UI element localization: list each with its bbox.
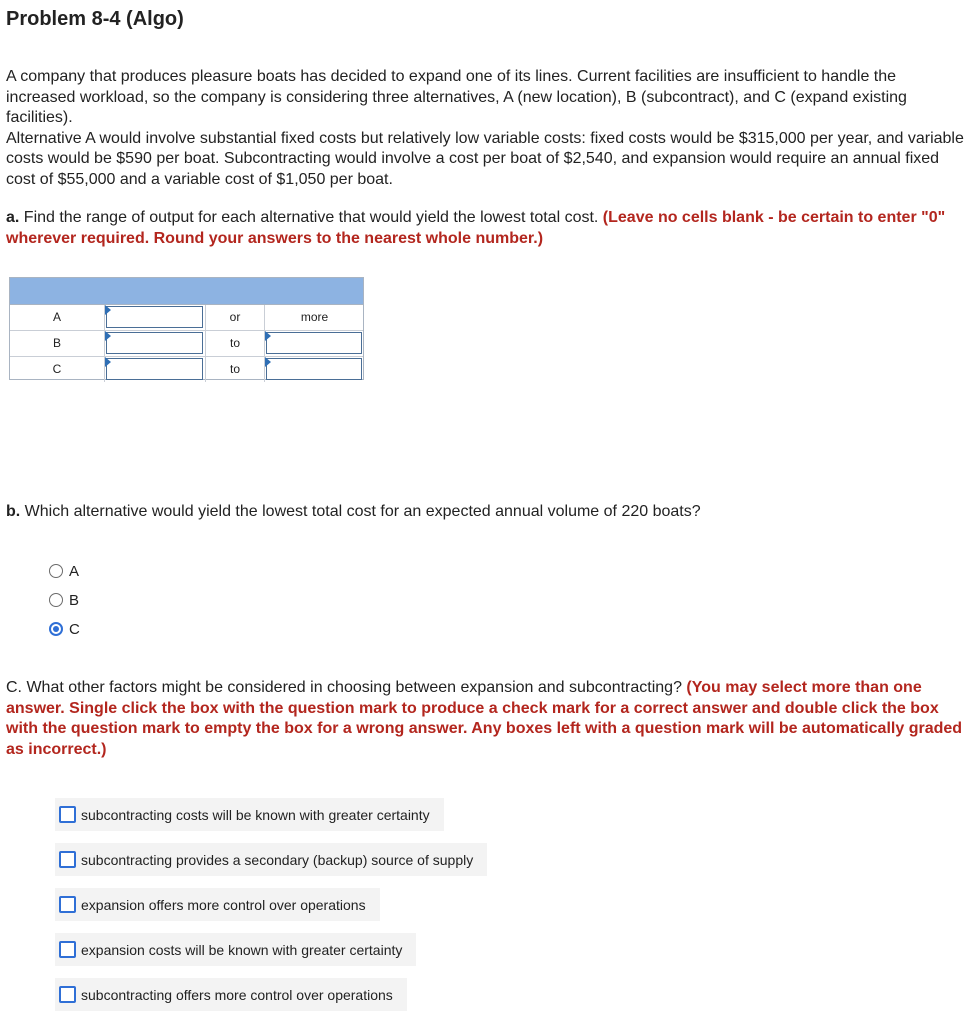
c-range-end-input[interactable]: [266, 358, 362, 380]
b-range-end-input[interactable]: [266, 332, 362, 354]
question-a-instruction: (Leave no cells blank - be certain to enter "0" wherever required. Round your answers to the nearest whole number.): [6, 209, 946, 247]
intro-paragraph-1: A company that produces pleasure boats has decided to expand one of its lines. Current facilities are insufficient to handle the increased workload, so the company is considering three alternatives, A (new location), B (subcontract), and C (expand existing facilities).: [6, 68, 907, 126]
checkbox-label: subcontracting offers more control over operations: [81, 986, 393, 1003]
input-cell: [105, 331, 206, 356]
checkbox-option-2[interactable]: [55, 843, 487, 876]
table-row-a: [10, 305, 363, 331]
question-b: [6, 502, 966, 523]
input-marker-icon: [105, 331, 111, 341]
checkbox-icon[interactable]: [59, 896, 76, 913]
question-c-instruction: (You may select more than one answer. Single click the box with the question mark to produce a check mark for a correct answer and double click the box with the question mark to empty the box for a wrong answer. Any boxes left with a question mark will be automatically graded as incorrect.): [6, 679, 963, 758]
row-connector-a: or: [206, 305, 265, 330]
input-cell: [265, 357, 364, 382]
radio-option-a[interactable]: [49, 561, 79, 581]
checkbox-icon[interactable]: [59, 806, 76, 823]
row-end-label-a: more: [300, 310, 329, 324]
input-marker-icon: [105, 305, 111, 315]
radio-option-c[interactable]: [49, 619, 80, 639]
question-b-prefix: b.: [6, 503, 21, 520]
input-marker-icon: [265, 331, 271, 341]
intro-paragraph-2: Alternative A would involve substantial fixed costs but relatively low variable costs: fixed costs would be $315,000 per year, and variable costs would be $590 per boat. Subcontracting would involve a cost per boat of $2,540, and expansion would require an annual fixed cost of $55,000 and a variable cost of $1,050 per boat.: [6, 129, 964, 188]
radio-button-icon[interactable]: [49, 564, 63, 578]
row-connector-b: to: [206, 331, 265, 356]
radio-button-icon[interactable]: [49, 593, 63, 607]
input-cell: [105, 357, 206, 382]
answer-table-header: [10, 278, 363, 305]
input-cell: [265, 331, 364, 356]
checkbox-option-1[interactable]: [55, 798, 444, 831]
radio-option-label: A: [69, 562, 80, 580]
radio-option-label: B: [69, 591, 80, 609]
c-range-start-input[interactable]: [106, 358, 203, 380]
answer-table: [9, 277, 364, 380]
input-cell: [105, 305, 206, 330]
question-c: [6, 678, 966, 760]
radio-option-label: C: [69, 620, 80, 638]
checkbox-icon[interactable]: [59, 941, 76, 958]
checkbox-icon[interactable]: [59, 851, 76, 868]
table-row-b: [10, 331, 363, 357]
table-row-c: [10, 357, 363, 382]
checkbox-label: expansion costs will be known with greater certainty: [81, 941, 403, 958]
checkbox-label: subcontracting costs will be known with greater certainty: [81, 806, 430, 823]
b-range-start-input[interactable]: [106, 332, 203, 354]
checkbox-option-4[interactable]: [55, 933, 416, 966]
checkbox-icon[interactable]: [59, 986, 76, 1003]
input-marker-icon: [265, 357, 271, 367]
question-b-text: Which alternative would yield the lowest total cost for an expected annual volume of 220 boats?: [20, 503, 701, 520]
radio-selected-icon[interactable]: [49, 622, 63, 636]
question-a-text: Find the range of output for each alternative that would yield the lowest total cost.: [19, 209, 603, 226]
a-range-start-input[interactable]: [106, 306, 203, 328]
input-marker-icon: [105, 357, 111, 367]
problem-title: Problem 8-4 (Algo): [6, 8, 184, 30]
row-label-c: C: [10, 357, 105, 382]
row-label-b: B: [10, 331, 105, 356]
radio-option-b[interactable]: [49, 590, 79, 610]
problem-intro: [6, 67, 966, 190]
question-a-prefix: a.: [6, 209, 20, 226]
checkbox-label: subcontracting provides a secondary (backup) source of supply: [81, 851, 474, 868]
checkbox-option-5[interactable]: [55, 978, 407, 1011]
question-c-text: What other factors might be considered in choosing between expansion and subcontracting?: [22, 679, 687, 696]
row-connector-c: to: [206, 357, 265, 382]
checkbox-label: expansion offers more control over operations: [81, 896, 366, 913]
question-a: [6, 208, 966, 249]
question-c-prefix: C.: [6, 679, 22, 696]
checkbox-option-3[interactable]: [55, 888, 380, 921]
row-label-a: A: [10, 305, 105, 330]
